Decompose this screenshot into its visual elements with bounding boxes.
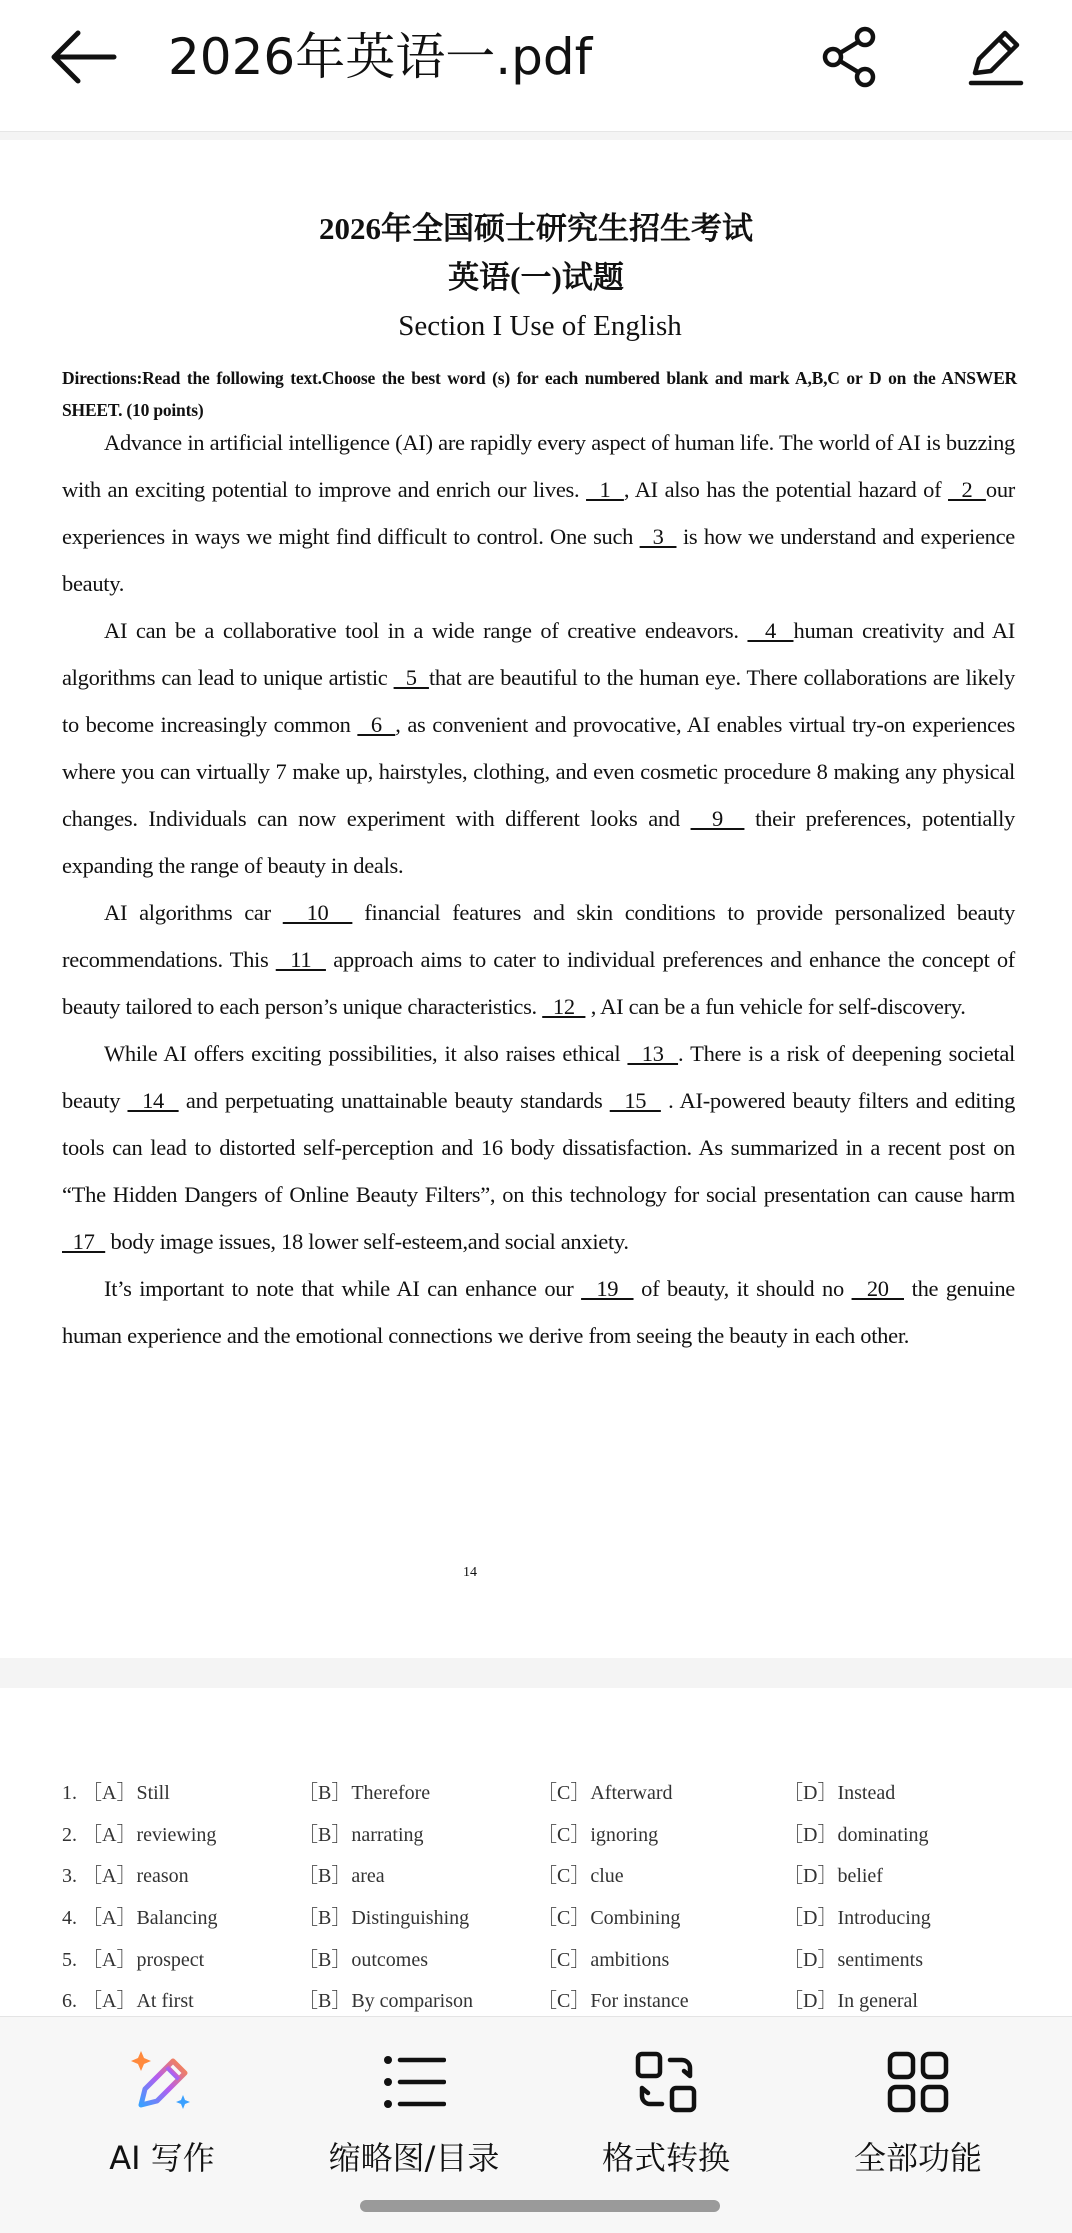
passage-paragraph: AI can be a collaborative tool in a wide range of creative endeavors. 4 human creativity and AI algorithms can lead to unique artistic 5 that are beautiful to the human eye. There collaborations are likely to become increasingly common 6 , as convenient and provocative, AI enables virtual try-on experiences where you can virtually 7 make up, hairstyles, clothing, and even cosmetic procedure 8 making any physical changes. Individuals can now experiment with different looks and 9 their preferences, potentially expanding the range of beauty in deals. bbox=[62, 618, 1015, 878]
blank-17: 17 bbox=[62, 1229, 106, 1254]
blank-11: 11 bbox=[275, 947, 326, 972]
directions: Directions:Read the following text.Choose the best word (s) for each numbered blank and mark A,B,C or D on the ANSWER SHEET. (10 points) bbox=[62, 368, 1017, 420]
option-c: ［C］ambitions bbox=[537, 1948, 670, 1971]
pdf-page[interactable] bbox=[0, 1688, 1072, 2028]
blank-14: 14 bbox=[127, 1088, 179, 1113]
option-a: 3. ［A］reason bbox=[62, 1865, 189, 1888]
option-c: ［C］ignoring bbox=[537, 1823, 659, 1846]
home-indicator[interactable] bbox=[360, 2200, 720, 2212]
blank-20: 20 bbox=[851, 1276, 904, 1301]
passage-paragraph: Advance in artificial intelligence (AI) are rapidly every aspect of human life. The world of AI is buzzing with an exciting potential to improve and enrich our lives. 1 , AI also has the potential hazard of 2 our experiences in ways we might find difficult to control. One such 3 is how we understand and experience beauty. bbox=[62, 430, 1015, 596]
option-d: ［D］In general bbox=[783, 1990, 918, 2013]
blank-10: 10 bbox=[282, 900, 353, 925]
exam-title: 2026年全国硕士研究生招生考试 bbox=[319, 211, 753, 246]
ai-writing-button[interactable] bbox=[42, 2047, 282, 2179]
option-d: ［D］Introducing bbox=[783, 1907, 931, 1930]
thumbnails-toc-label: 缩略图/目录 bbox=[328, 2139, 500, 2177]
all-features-label: 全部功能 bbox=[853, 2139, 982, 2177]
option-d: ［D］belief bbox=[783, 1865, 883, 1888]
blank-12: 12 bbox=[542, 994, 586, 1019]
blank-1: 1 bbox=[586, 477, 624, 502]
page-number: 14 bbox=[463, 1565, 477, 1580]
edit-button[interactable] bbox=[960, 22, 1030, 92]
option-d: ［D］Instead bbox=[783, 1782, 896, 1804]
blank-2: 2 bbox=[948, 477, 986, 502]
all-features-button[interactable] bbox=[798, 2047, 1038, 2179]
passage-paragraph: While AI offers exciting possibilities, it also raises ethical 13 . There is a risk of deepening societal beauty 14 and perpetuating unattainable beauty standards 15 . AI-powered beauty filters and editing tools can lead to distorted self-perception and 16 body dissatisfaction. As summarized in a recent post on “The Hidden Dangers of Online Beauty Filters”, on this technology for social presentation can cause harm 17 body image issues, 18 lower self-esteem,and social anxiety. bbox=[62, 1041, 1016, 1254]
blank-5: 5 bbox=[393, 665, 429, 690]
passage-paragraph: AI algorithms car 10 financial features and skin conditions to provide personalized beauty recommendations. This 11 approach aims to cater to individual preferences and enhance the concept of beauty tailored to each person’s unique characteristics. 12 , AI can be a fun vehicle for self-discovery. bbox=[62, 900, 1015, 1019]
grid-icon bbox=[886, 2050, 950, 2114]
option-a: 2. ［A］reviewing bbox=[62, 1823, 217, 1846]
ai-pen-icon bbox=[127, 2047, 197, 2117]
document-title: 2026年英语一.pdf bbox=[168, 28, 593, 86]
app-header bbox=[0, 0, 1072, 132]
arrow-left-icon bbox=[48, 27, 118, 87]
option-c: ［C］clue bbox=[537, 1865, 624, 1888]
option-b: ［B］Distinguishing bbox=[298, 1907, 470, 1930]
convert-icon bbox=[634, 2050, 698, 2114]
option-a: 6. ［A］At first bbox=[62, 1990, 194, 2013]
option-a: 5. ［A］prospect bbox=[62, 1948, 205, 1971]
thumbnails-toc-button[interactable] bbox=[294, 2047, 534, 2179]
option-d: ［D］sentiments bbox=[783, 1948, 923, 1971]
section-heading: Section I Use of English bbox=[398, 310, 682, 342]
pdf-page[interactable] bbox=[0, 140, 1072, 1658]
ai-writing-label: AI 写作 bbox=[109, 2139, 215, 2177]
option-a: 4. ［A］Balancing bbox=[62, 1907, 218, 1930]
blank-9: 9 bbox=[690, 806, 745, 831]
format-convert-button[interactable] bbox=[546, 2047, 786, 2179]
exam-subtitle: 英语(一)试题 bbox=[448, 260, 624, 295]
option-b: ［B］By comparison bbox=[298, 1990, 473, 2013]
blank-4: 4 bbox=[747, 618, 794, 643]
option-a: 1. ［A］Still bbox=[62, 1782, 170, 1804]
list-icon bbox=[382, 2052, 446, 2112]
blank-6: 6 bbox=[357, 712, 396, 737]
option-b: ［B］area bbox=[298, 1865, 385, 1888]
pencil-icon bbox=[963, 25, 1027, 89]
format-convert-label: 格式转换 bbox=[601, 2139, 730, 2177]
share-button[interactable] bbox=[816, 22, 886, 92]
option-c: ［C］Combining bbox=[537, 1907, 681, 1930]
option-b: ［B］Therefore bbox=[298, 1782, 431, 1804]
option-c: ［C］Afterward bbox=[537, 1782, 673, 1804]
passage bbox=[62, 419, 1015, 1359]
option-b: ［B］narrating bbox=[298, 1823, 424, 1846]
blank-19: 19 bbox=[581, 1276, 634, 1301]
option-c: ［C］For instance bbox=[537, 1990, 689, 2013]
back-button[interactable] bbox=[48, 22, 118, 92]
passage-paragraph: It’s important to note that while AI can enhance our 19 of beauty, it should no 20 the genuine human experience and the emotional connections we derive from seeing the beauty in each other. bbox=[62, 1276, 1015, 1348]
blank-15: 15 bbox=[609, 1088, 661, 1113]
share-icon bbox=[819, 25, 883, 89]
blank-13: 13 bbox=[627, 1041, 679, 1066]
option-b: ［B］outcomes bbox=[298, 1948, 428, 1971]
option-d: ［D］dominating bbox=[783, 1823, 929, 1846]
blank-3: 3 bbox=[639, 524, 677, 549]
